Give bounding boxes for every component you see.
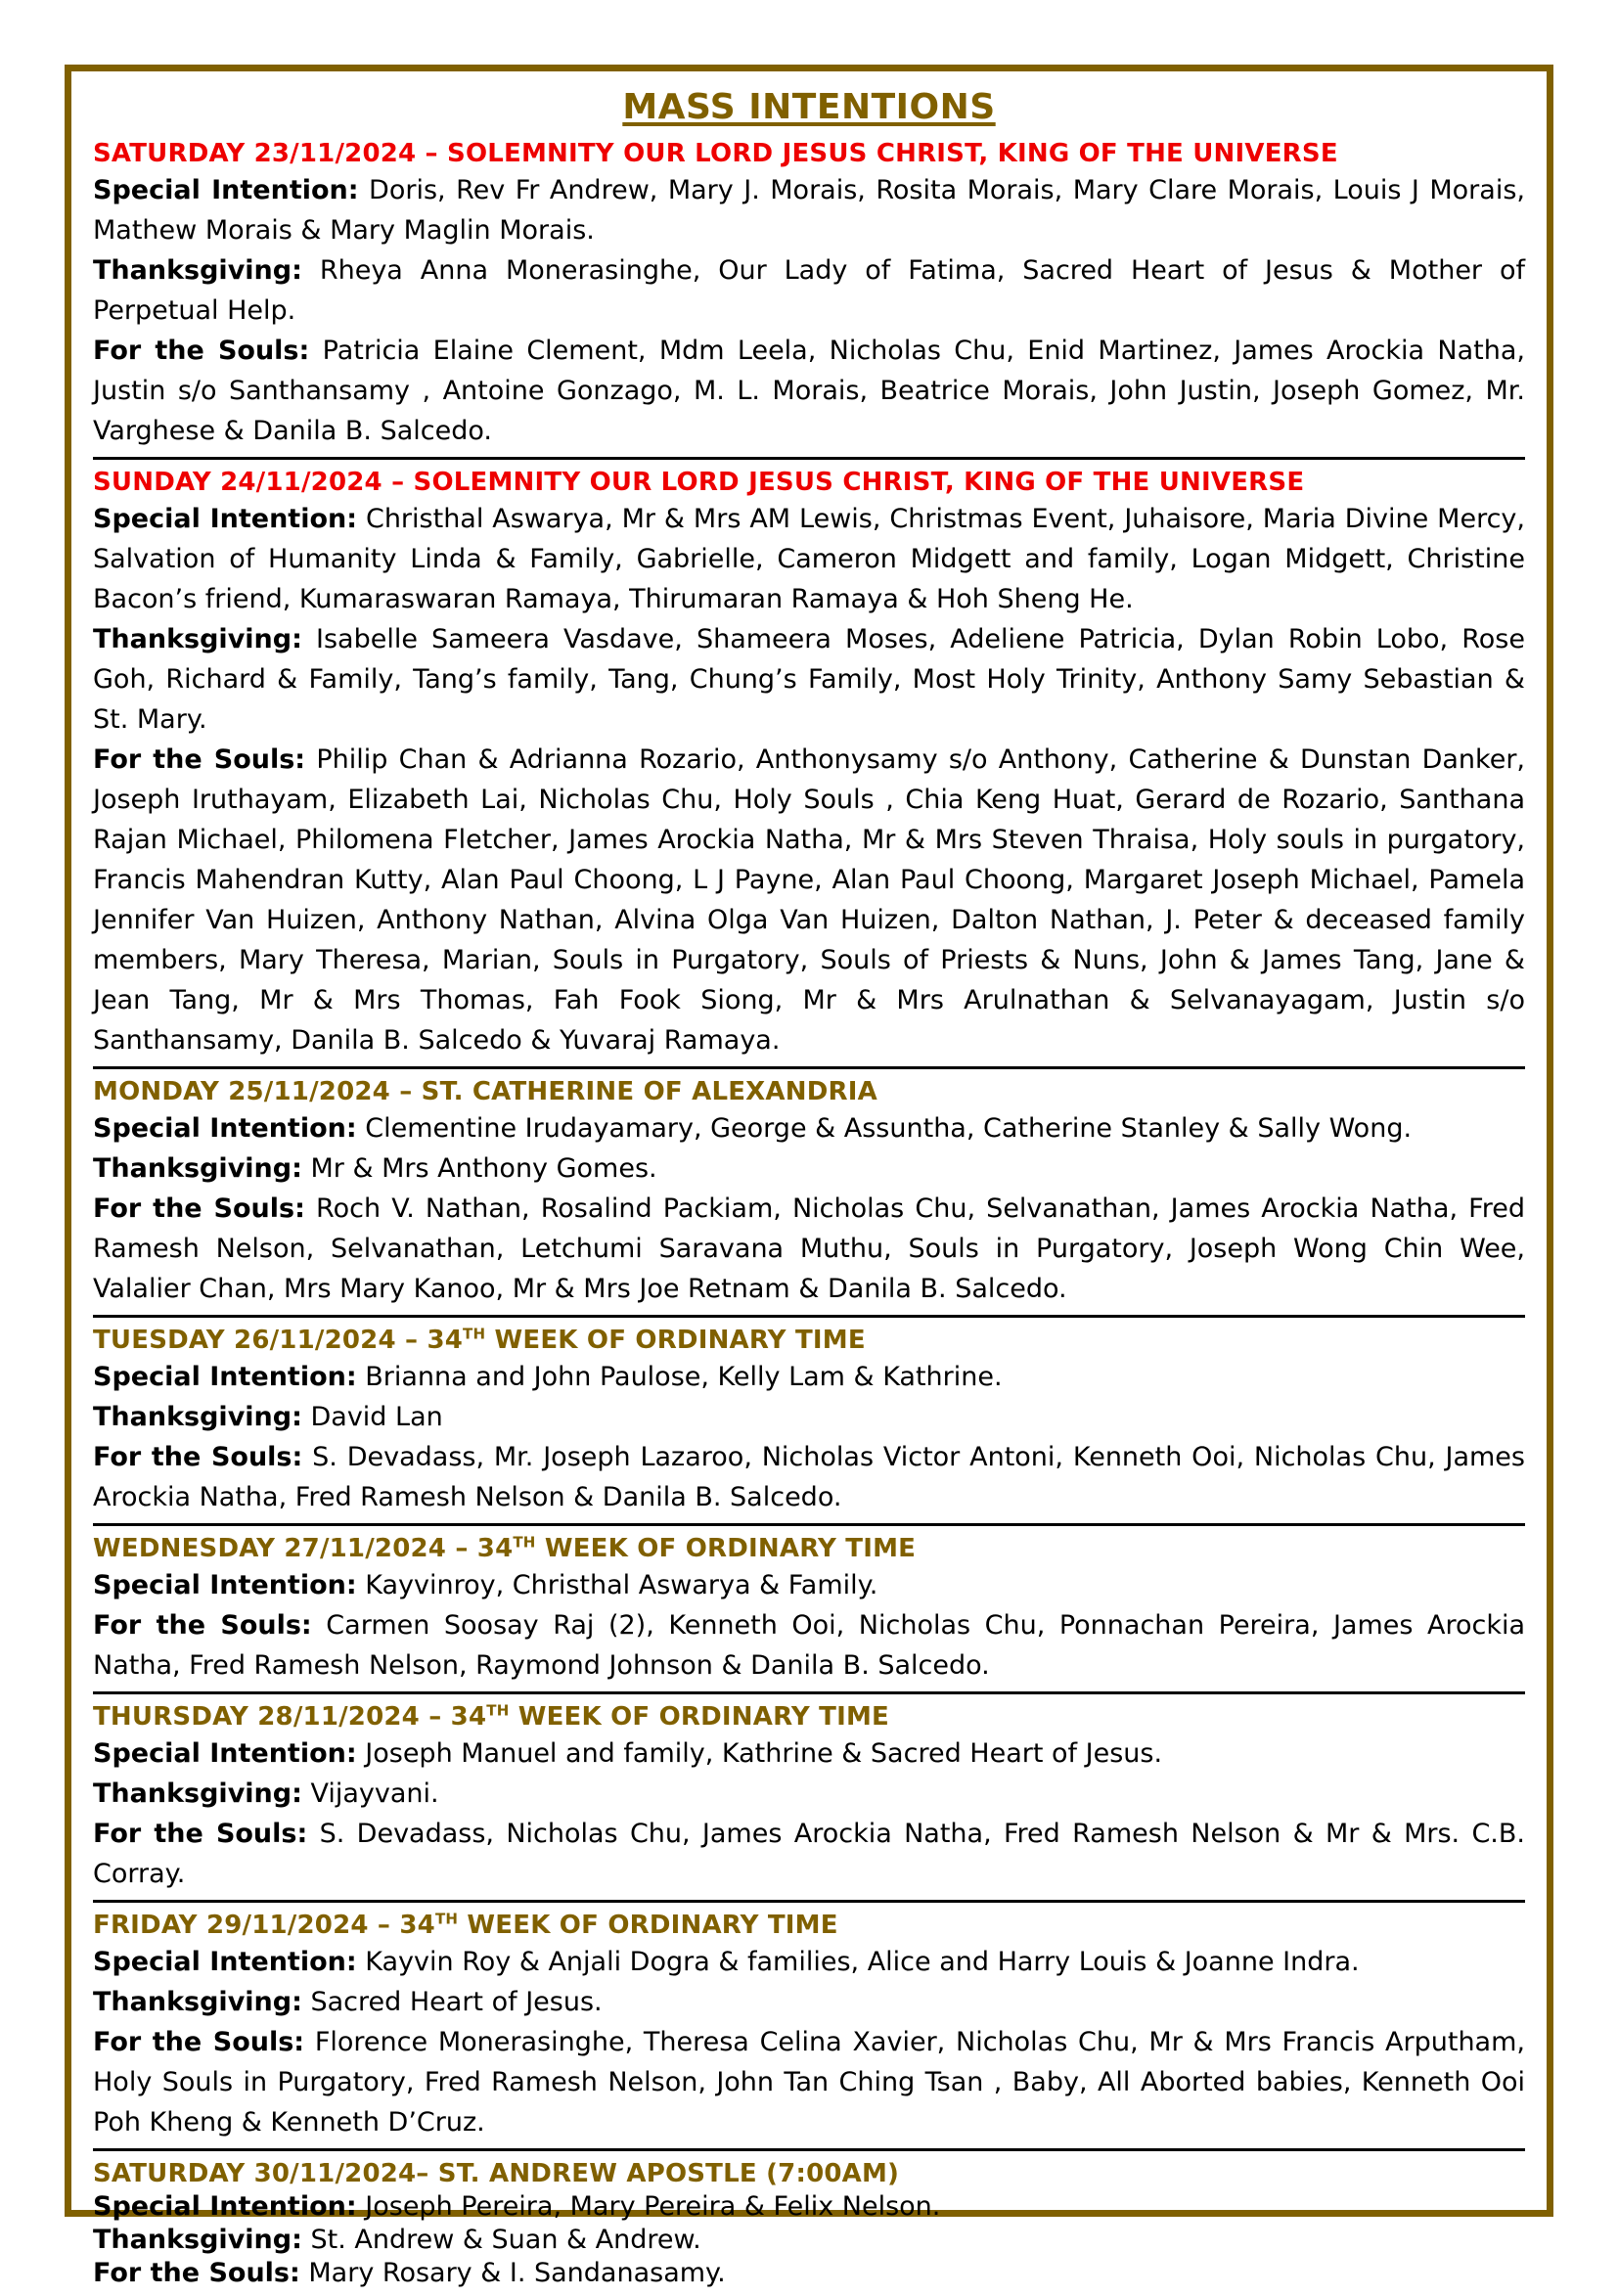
intention-names: Mr & Mrs Anthony Gomes. [310,1153,657,1184]
page-frame [65,65,1553,2288]
intention-row [93,2257,1525,2290]
intention-row [93,1108,1525,1148]
intention-row [93,1357,1525,1397]
intention-names: Doris, Rev Fr Andrew, Mary J. Morais, Rosita Morais, Mary Clare Morais, Louis J Morais, Mathew Morais & Mary Maglin Morais. [93,175,1525,246]
intention-row [93,2022,1525,2142]
day-heading-text: MONDAY 25/11/2024 – ST. CATHERINE OF ALEXANDRIA [93,1077,877,1106]
intention-names: Brianna and John Paulose, Kelly Lam & Kathrine. [365,1362,1003,1392]
intention-label: For the Souls: [93,1819,308,1849]
intention-row [93,1437,1525,1517]
intention-row [93,170,1525,250]
intention-label: Thanksgiving: [93,1778,302,1809]
ordinal-suffix: TH [486,1701,510,1720]
intention-row [93,1774,1525,1814]
page-title: MASS INTENTIONS [622,87,996,127]
day-section [93,1066,1525,1315]
intention-names: Isabelle Sameera Vasdave, Shameera Moses, Adeliene Patricia, Dylan Robin Lobo, Rose Goh, Richard & Family, Tang’s family, Tang, Chung’s Family, Most Holy Trinity, Anthony Samy Sebastian & St. Mary. [93,624,1525,735]
intention-label: For the Souls: [93,2258,300,2288]
ordinal-suffix: TH [463,1325,486,1343]
day-heading [93,137,1525,170]
day-heading-text: THURSDAY 28/11/2024 – 34 [93,1702,487,1732]
day-section [93,1691,1525,1900]
intention-row [93,1605,1525,1686]
intention-names: Vijayvani. [310,1778,439,1809]
intention-row [93,2224,1525,2257]
intention-label: For the Souls: [93,1442,303,1472]
intention-label: Special Intention: [93,1570,357,1600]
intention-label: Thanksgiving: [93,2225,302,2255]
day-heading-suffix: WEEK OF ORDINARY TIME [509,1702,890,1732]
intention-label: For the Souls: [93,2027,305,2057]
intention-row [93,1189,1525,1309]
intention-row [93,1942,1525,1982]
days-list [93,137,1525,2296]
intention-row [93,1148,1525,1189]
day-section [93,1523,1525,1691]
intention-row [93,331,1525,451]
day-heading [93,1075,1525,1108]
day-heading-text: SATURDAY 30/11/2024– ST. ANDREW APOSTLE (7:00AM) [93,2159,900,2188]
day-heading-text: SATURDAY 23/11/2024 – SOLEMNITY OUR LORD JESUS CHRIST, KING OF THE UNIVERSE [93,139,1338,168]
intention-names: Joseph Manuel and family, Kathrine & Sacred Heart of Jesus. [365,1738,1163,1769]
ordinal-suffix: TH [513,1533,536,1552]
intention-label: Special Intention: [93,504,358,534]
day-heading [93,2157,1525,2190]
intention-label: For the Souls: [93,744,306,775]
intention-label: Special Intention: [93,1362,357,1392]
intention-names: St. Andrew & Suan & Andrew. [310,2225,701,2255]
ordinal-suffix: TH [434,1910,459,1928]
day-heading-suffix: WEEK OF ORDINARY TIME [458,1911,838,1940]
intention-names: Carmen Soosay Raj (2), Kenneth Ooi, Nicholas Chu, Ponnachan Pereira, James Arockia Natha, Fred Ramesh Nelson, Raymond Johnson & Danila B. Salcedo. [93,1610,1526,1681]
day-heading [93,1532,1525,1565]
intention-label: Special Intention: [93,175,359,205]
day-heading-suffix: WEEK OF ORDINARY TIME [485,1326,866,1355]
intention-row [93,1565,1525,1605]
intention-label: For the Souls: [93,336,310,366]
day-section [93,1315,1525,1523]
intention-row [93,1397,1525,1437]
day-heading-text: FRIDAY 29/11/2024 – 34 [93,1911,435,1940]
intention-names: S. Devadass, Nicholas Chu, James Arockia Natha, Fred Ramesh Nelson & Mr & Mrs. C.B. Corray. [93,1819,1525,1889]
intention-label: Special Intention: [93,1113,357,1144]
intention-label: Thanksgiving: [93,1153,302,1184]
intention-label: Thanksgiving: [93,624,302,654]
day-heading-suffix: WEEK OF ORDINARY TIME [535,1534,917,1563]
day-section [93,1900,1525,2148]
intention-label: Thanksgiving: [93,1402,302,1432]
intention-names: Rheya Anna Monerasinghe, Our Lady of Fatima, Sacred Heart of Jesus & Mother of Perpetual Help. [93,255,1525,326]
intention-names: Kayvinroy, Christhal Aswarya & Family. [365,1570,878,1600]
day-heading-text: WEDNESDAY 27/11/2024 – 34 [93,1534,514,1563]
day-section [93,457,1525,1066]
intention-row [93,250,1525,331]
intention-label: Special Intention: [93,1738,357,1769]
intention-label: Special Intention: [93,2191,357,2222]
intention-names: Sacred Heart of Jesus. [310,1987,603,2017]
intention-label: Thanksgiving: [93,1987,302,2017]
intention-names: Roch V. Nathan, Rosalind Packiam, Nicholas Chu, Selvanathan, James Arockia Natha, Fred Ramesh Nelson, Selvanathan, Letchumi Saravana Muthu, Souls in Purgatory, Joseph Wong Chin Wee, Valalier Chan, Mrs Mary Kanoo, Mr & Mrs Joe Retnam & Danila B. Salcedo. [93,1193,1525,1304]
day-heading [93,1324,1525,1357]
day-heading [93,1700,1525,1733]
day-heading-text: SUNDAY 24/11/2024 – SOLEMNITY OUR LORD JESUS CHRIST, KING OF THE UNIVERSE [93,468,1305,497]
intention-label: Special Intention: [93,1947,357,1977]
intention-row [93,499,1525,619]
intention-label: Thanksgiving: [93,255,302,286]
intention-row [93,2190,1525,2224]
intention-row [93,740,1525,1060]
intention-names: Kayvin Roy & Anjali Dogra & families, Alice and Harry Louis & Joanne Indra. [365,1947,1360,1977]
day-section [93,137,1525,457]
intention-names: S. Devadass, Mr. Joseph Lazaroo, Nicholas Victor Antoni, Kenneth Ooi, Nicholas Chu, James Arockia Natha, Fred Ramesh Nelson & Danila B. Salcedo. [93,1442,1525,1512]
intention-row [93,1982,1525,2022]
day-section [93,2148,1525,2296]
intention-row [93,619,1525,740]
intention-row [93,1814,1525,1894]
intention-label: For the Souls: [93,1193,305,1224]
intention-names: Patricia Elaine Clement, Mdm Leela, Nicholas Chu, Enid Martinez, James Arockia Natha, Justin s/o Santhansamy , Antoine Gonzago, M. L. Morais, Beatrice Morais, John Justin, Joseph Gomez, Mr. Varghese & Danila B. Salcedo. [93,336,1525,446]
intention-row [93,1733,1525,1774]
day-heading [93,466,1525,499]
intention-names: Florence Monerasinghe, Theresa Celina Xavier, Nicholas Chu, Mr & Mrs Francis Arputham, Holy Souls in Purgatory, Fred Ramesh Nelson, John Tan Ching Tsan , Baby, All Aborted babies, Kenneth Ooi Poh Kheng & Kenneth D’Cruz. [93,2027,1525,2138]
intention-names: Clementine Irudayamary, George & Assuntha, Catherine Stanley & Sally Wong. [365,1113,1413,1144]
intention-names: Joseph Pereira, Mary Pereira & Felix Nelson. [365,2191,941,2222]
intention-label: For the Souls: [93,1610,312,1641]
intention-names: Philip Chan & Adrianna Rozario, Anthonysamy s/o Anthony, Catherine & Dunstan Danker, Joseph Iruthayam, Elizabeth Lai, Nicholas Chu, Holy Souls , Chia Keng Huat, Gerard de Rozario, Santhana Rajan Michael, Philomena Fletcher, James Arockia Natha, Mr & Mrs Steven Thraisa, Holy souls in purgatory, Francis Mahendran Kutty, Alan Paul Choong, L J Payne, Alan Paul Choong, Margaret Joseph Michael, Pamela Jennifer Van Huizen, Anthony Nathan, Alvina Olga Van Huizen, Dalton Nathan, J. Peter & deceased family members, Mary Theresa, Marian, Souls in Purgatory, Souls of Priests & Nuns, John & James Tang, Jane & Jean Tang, Mr & Mrs Thomas, Fah Fook Siong, Mr & Mrs Arulnathan & Selvanayagam, Justin s/o Santhansamy, Danila B. Salcedo & Yuvaraj Ramaya. [93,744,1525,1056]
intention-names: Christhal Aswarya, Mr & Mrs AM Lewis, Christmas Event, Juhaisore, Maria Divine Mercy, Salvation of Humanity Linda & Family, Gabrielle, Cameron Midgett and family, Logan Midgett, Christine Bacon’s friend, Kumaraswaran Ramaya, Thirumaran Ramaya & Hoh Sheng He. [93,504,1525,614]
content [71,71,1547,2296]
intention-names: Mary Rosary & I. Sandanasamy. [308,2258,726,2288]
day-heading [93,1909,1525,1942]
intention-names: David Lan [310,1402,443,1432]
day-heading-text: TUESDAY 26/11/2024 – 34 [93,1326,464,1355]
